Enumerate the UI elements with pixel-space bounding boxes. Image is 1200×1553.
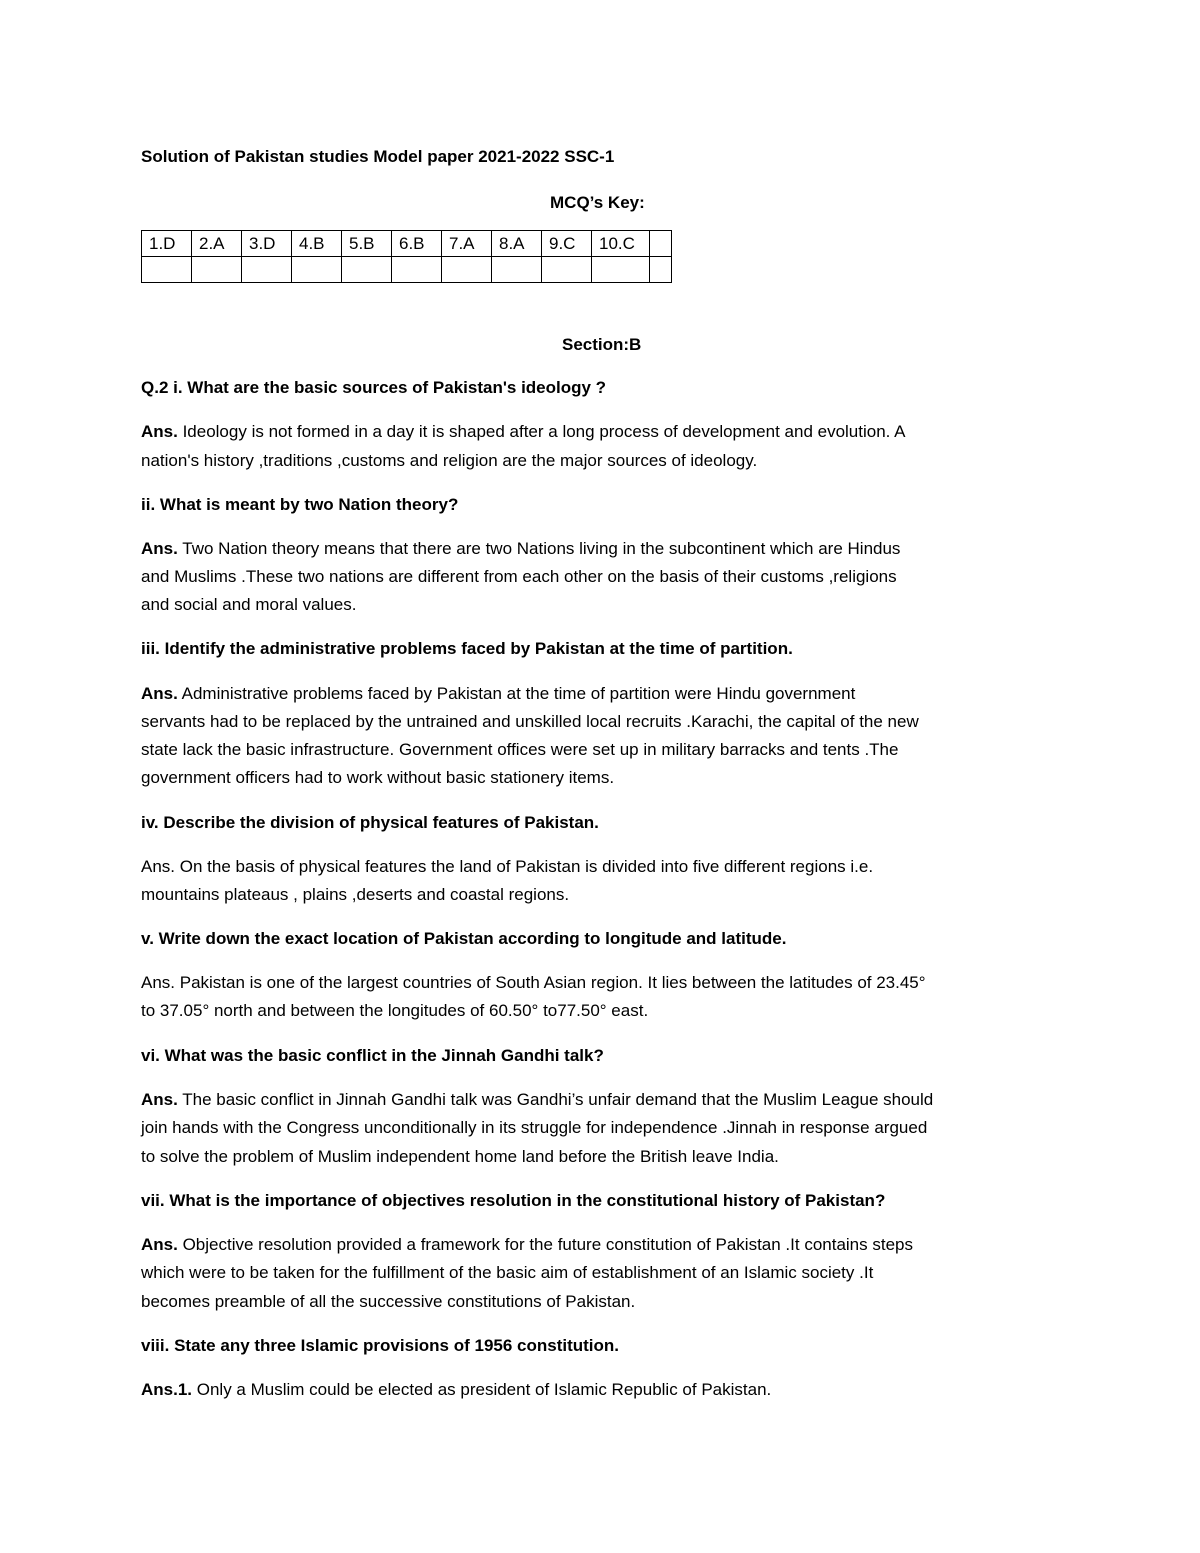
mcq-empty-cell xyxy=(142,257,192,283)
answer-text: Objective resolution provided a framework for the future constitution of Pakistan .It contains steps xyxy=(177,1235,913,1254)
mcq-cell: 3.D xyxy=(242,231,292,257)
answer-7-line-1 xyxy=(141,1234,913,1256)
mcq-cell: 1.D xyxy=(142,231,192,257)
mcq-empty-cell xyxy=(192,257,242,283)
answer-text: The basic conflict in Jinnah Gandhi talk was Gandhi’s unfair demand that the Muslim League should xyxy=(177,1090,934,1109)
mcq-cell: 2.A xyxy=(192,231,242,257)
answer-label: Ans. xyxy=(141,684,178,703)
document-title: Solution of Pakistan studies Model paper 2021-2022 SSC-1 xyxy=(141,147,615,166)
answer-label: Ans. xyxy=(141,1090,178,1109)
answer-6-line-2: join hands with the Congress unconditionally in its struggle for independence .Jinnah in response argued xyxy=(141,1118,928,1137)
answer-6-line-1 xyxy=(141,1089,933,1111)
answer-2-line-3: and social and moral values. xyxy=(141,595,357,614)
answer-2-line-2: and Muslims .These two nations are different from each other on the basis of their customs ,religions xyxy=(141,567,897,586)
question-2: ii. What is meant by two Nation theory? xyxy=(141,495,459,514)
mcq-empty-cell xyxy=(292,257,342,283)
answer-label: Ans. xyxy=(141,422,178,441)
answer-3-line-4: government officers had to work without basic stationery items. xyxy=(141,768,615,787)
answer-3-line-2: servants had to be replaced by the untrained and unskilled local recruits .Karachi, the capital of the new xyxy=(141,712,919,731)
question-6: vi. What was the basic conflict in the Jinnah Gandhi talk? xyxy=(141,1046,604,1065)
answer-2-line-1 xyxy=(141,538,900,560)
answer-4-line-2: mountains plateaus , plains ,deserts and coastal regions. xyxy=(141,885,570,904)
mcq-cell xyxy=(650,231,672,257)
answer-1-line-2: nation's history ,traditions ,customs and religion are the major sources of ideology. xyxy=(141,451,758,470)
mcq-cell: 7.A xyxy=(442,231,492,257)
answer-4-line-1: Ans. On the basis of physical features the land of Pakistan is divided into five different regions i.e. xyxy=(141,857,874,876)
mcq-cell: 6.B xyxy=(392,231,442,257)
answer-label: Ans. xyxy=(141,539,178,558)
answer-text: Administrative problems faced by Pakistan at the time of partition were Hindu government xyxy=(177,684,856,703)
answer-6-line-3: to solve the problem of Muslim independent home land before the British leave India. xyxy=(141,1147,779,1166)
question-8: viii. State any three Islamic provisions of 1956 constitution. xyxy=(141,1336,620,1355)
answer-label: Ans. xyxy=(141,1235,178,1254)
mcq-cell: 9.C xyxy=(542,231,592,257)
section-heading: Section:B xyxy=(562,335,642,354)
answer-3-line-3: state lack the basic infrastructure. Government offices were set up in military barracks and tents .The xyxy=(141,740,899,759)
question-5: v. Write down the exact location of Pakistan according to longitude and latitude. xyxy=(141,929,787,948)
mcq-cell: 4.B xyxy=(292,231,342,257)
mcq-key-heading: MCQ’s Key: xyxy=(550,193,645,212)
mcq-empty-cell xyxy=(492,257,542,283)
mcq-answer-table xyxy=(141,230,672,283)
mcq-empty-cell xyxy=(542,257,592,283)
mcq-empty-cell xyxy=(242,257,292,283)
mcq-empty-cell xyxy=(442,257,492,283)
mcq-empty-cell xyxy=(342,257,392,283)
mcq-empty-cell xyxy=(392,257,442,283)
question-1: Q.2 i. What are the basic sources of Pakistan's ideology ? xyxy=(141,378,607,397)
mcq-empty-cell xyxy=(592,257,650,283)
mcq-empty-row xyxy=(142,257,672,283)
answer-7-line-3: becomes preamble of all the successive constitutions of Pakistan. xyxy=(141,1292,636,1311)
question-3: iii. Identify the administrative problems faced by Pakistan at the time of partition. xyxy=(141,639,793,658)
answer-1-line-1 xyxy=(141,421,906,443)
answer-text: Only a Muslim could be elected as president of Islamic Republic of Pakistan. xyxy=(192,1380,772,1399)
answer-5-line-2: to 37.05° north and between the longitudes of 60.50° to77.50° east. xyxy=(141,1001,649,1020)
answer-label: Ans.1. xyxy=(141,1380,193,1399)
answer-text: Ideology is not formed in a day it is shaped after a long process of development and evolution. A xyxy=(177,422,906,441)
answer-5-line-1: Ans. Pakistan is one of the largest countries of South Asian region. It lies between the latitudes of 23.45° xyxy=(141,973,926,992)
mcq-answer-row xyxy=(142,231,672,257)
answer-8-line-1 xyxy=(141,1379,771,1401)
answer-7-line-2: which were to be taken for the fulfillment of the basic aim of establishment of an Islamic society .It xyxy=(141,1263,874,1282)
mcq-empty-cell xyxy=(650,257,672,283)
answer-text: Two Nation theory means that there are two Nations living in the subcontinent which are Hindus xyxy=(177,539,901,558)
question-7: vii. What is the importance of objectives resolution in the constitutional history of Pakistan? xyxy=(141,1191,886,1210)
answer-3-line-1 xyxy=(141,683,855,705)
question-4: iv. Describe the division of physical features of Pakistan. xyxy=(141,813,599,832)
mcq-cell: 8.A xyxy=(492,231,542,257)
mcq-cell: 5.B xyxy=(342,231,392,257)
mcq-cell: 10.C xyxy=(592,231,650,257)
